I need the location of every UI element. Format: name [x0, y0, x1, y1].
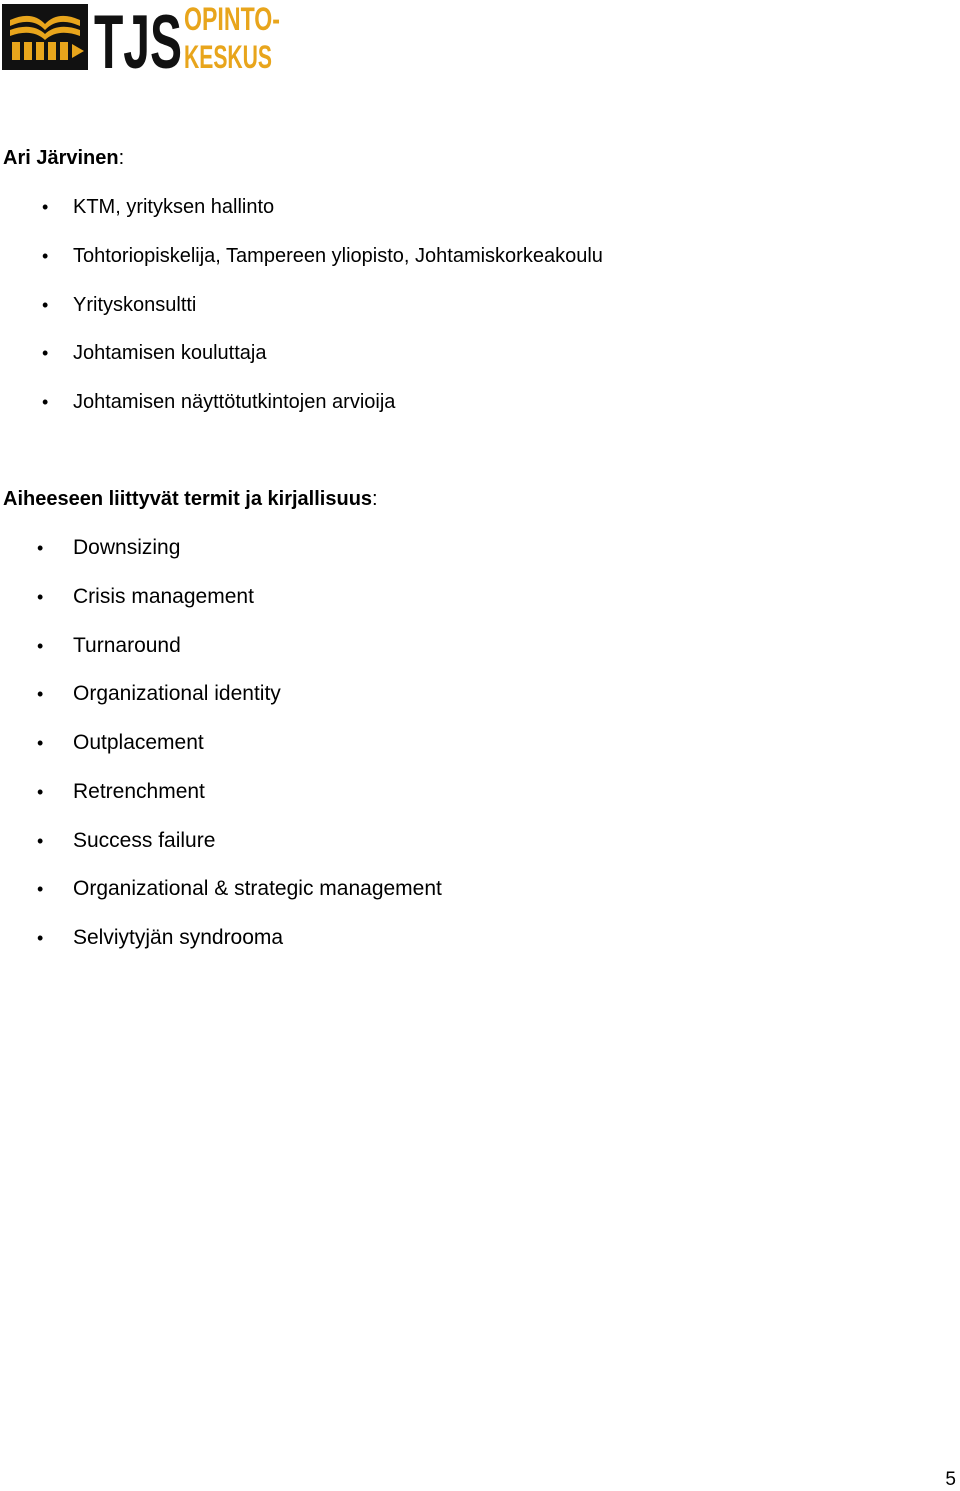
list-item-text: Crisis management: [73, 584, 254, 608]
bullet: •: [42, 392, 49, 412]
page-number: 5: [945, 1469, 956, 1490]
bullet: •: [37, 538, 44, 558]
bullet: •: [42, 343, 49, 364]
section-title-ari-jarvinen: [3, 146, 124, 170]
bullet: •: [37, 635, 44, 656]
list-item-text: Organizational identity: [73, 682, 281, 706]
list-item-text: Tohtoriopiskelija, Tampereen yliopisto, Johtamiskorkeakoulu: [73, 244, 603, 267]
list-item-text: Organizational & strategic management: [73, 877, 442, 901]
list-item-text: Outplacement: [73, 731, 204, 754]
bullet: •: [37, 781, 44, 802]
bullet: •: [37, 586, 44, 607]
bullet: •: [37, 830, 44, 851]
bullet: •: [37, 928, 44, 948]
list-item-text: Selviytyjän syndrooma: [73, 926, 284, 949]
list-item-text: Johtamisen kouluttaja: [73, 342, 267, 365]
bullet: •: [37, 733, 44, 753]
bullet: •: [37, 684, 44, 705]
list-item-text: Downsizing: [73, 536, 181, 559]
bullet: •: [42, 197, 49, 217]
list-item-text: Success failure: [73, 828, 216, 852]
logo-book-column-5: [60, 42, 68, 60]
logo-book-column-2: [24, 42, 32, 60]
tjs-opintokeskus-logo: [2, 0, 282, 72]
section-title-colon: :: [372, 488, 378, 510]
list-item-text: Yrityskonsultti: [73, 293, 197, 316]
logo-mark: [2, 0, 282, 72]
logo-book-column-1: [12, 42, 20, 60]
list-item-text: Turnaround: [73, 633, 181, 657]
list-item-text: Johtamisen näyttötutkintojen arvioija: [73, 391, 396, 413]
bullet: •: [42, 245, 49, 266]
bullet: •: [37, 879, 44, 900]
list-item-text: Retrenchment: [73, 779, 205, 803]
section-title-related-terms: [3, 487, 378, 511]
section-title-bold: Aiheeseen liittyvät termit ja kirjallisuus: [3, 488, 373, 510]
logo-book-column-3: [36, 42, 44, 60]
logo-text-tjs: TJS: [94, 0, 182, 72]
logo-text-opinto: OPINTO-: [184, 1, 280, 37]
section-title-colon: :: [118, 147, 125, 169]
bullet: •: [42, 294, 49, 315]
logo-book-column-4: [48, 42, 56, 60]
list-item-text: KTM, yrityksen hallinto: [73, 196, 275, 218]
section-title-bold: Ari Järvinen: [3, 147, 119, 169]
logo-text-keskus: KESKUS: [184, 39, 272, 72]
